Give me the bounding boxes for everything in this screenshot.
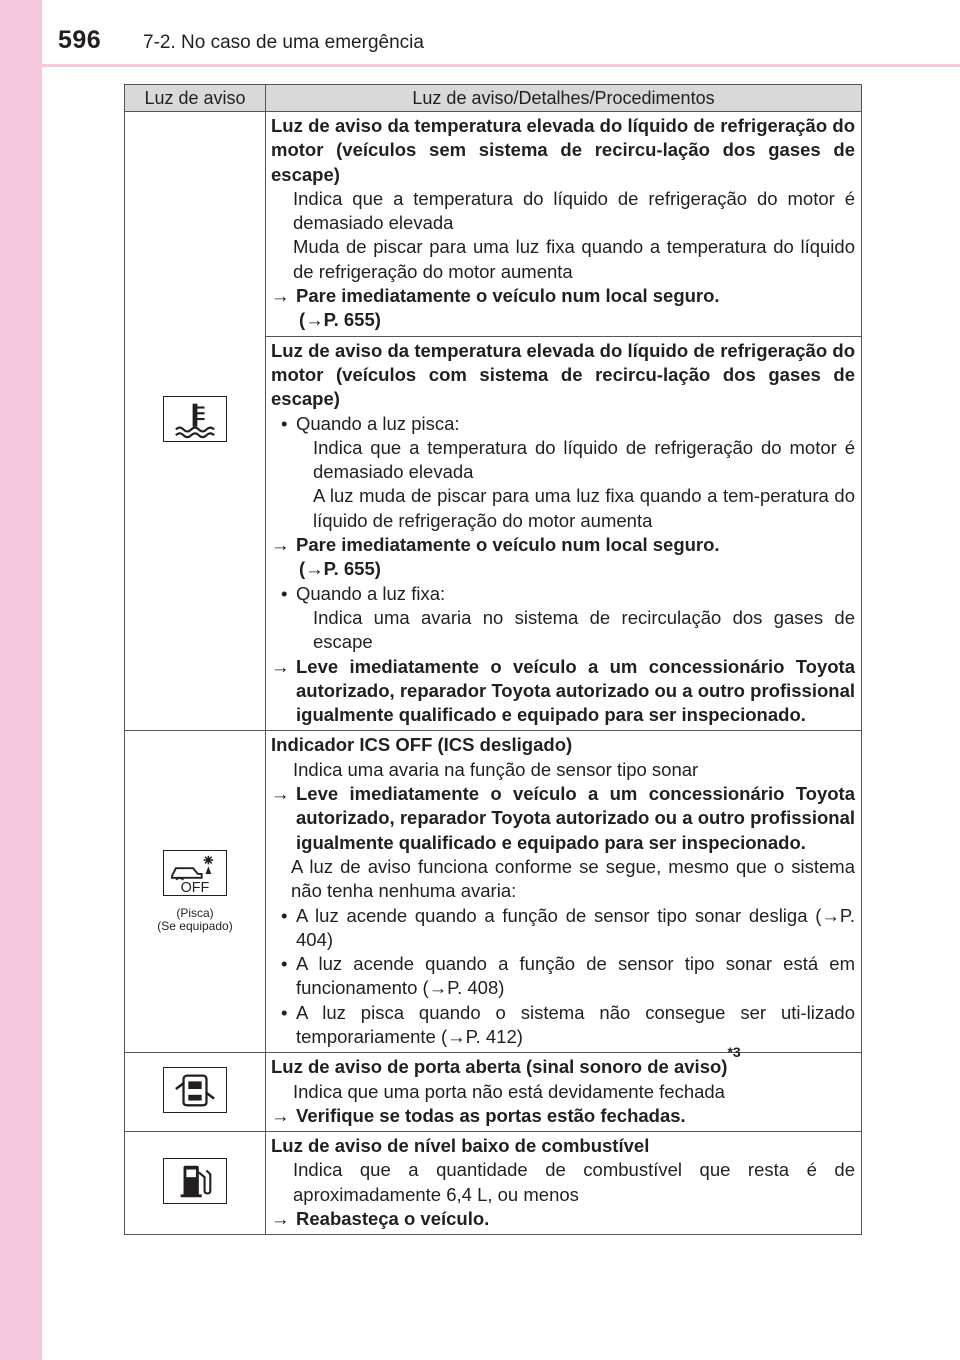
arrow-icon: →: [271, 1104, 290, 1126]
table-row: [125, 731, 862, 1053]
arrow-icon: →: [271, 534, 290, 556]
icon-caption-blink: (Pisca): [176, 906, 214, 921]
row3-bullet2: • A luz acende quando a função de sensor tipo sonar está em funcionamento (→P. 408): [271, 952, 855, 1001]
row1-line1: Indica que a temperatura do líquido de refrigeração do motor é demasiado elevada: [293, 187, 855, 234]
row5-description: [266, 1132, 862, 1235]
row2-bullet1: • Quando a luz pisca:: [271, 412, 855, 436]
row4-line1: Indica que uma porta não está devidamente fechada: [293, 1080, 725, 1102]
row1-ref: (→P. 655): [299, 309, 381, 331]
row2-ref: (→P. 655): [299, 558, 381, 580]
icon-cell: [125, 1132, 266, 1235]
table-row: [125, 1053, 862, 1132]
fuel-pump-icon: [163, 1158, 227, 1204]
arrow-icon: →: [271, 285, 290, 307]
icon-caption-equipped: (Se equipado): [157, 919, 233, 934]
column-header-details: Luz de aviso/Detalhes/Procedimentos: [266, 85, 862, 112]
icon-cell: [125, 1053, 266, 1132]
page-number: 596: [58, 26, 102, 54]
row5-line1: Indica que a quantidade de combustível que resta é de aproximadamente 6,4 L, ou menos: [293, 1159, 855, 1205]
row2-title: Luz de aviso da temperatura elevada do líquido de refrigeração do motor (veículos com sistema de recircu-lação dos gases de escape): [271, 339, 855, 410]
ics-off-icon: [163, 850, 227, 896]
arrow-icon: →: [271, 783, 290, 805]
arrow-icon: →: [271, 655, 290, 677]
row3-bullet3: • A luz pisca quando o sistema não consegue ser uti-lizado temporariamente (→P. 412): [271, 1001, 855, 1050]
row3-bullet1: • A luz acende quando a função de sensor tipo sonar desliga (→P. 404): [271, 904, 855, 953]
row2-bullet1-text1: Indica que a temperatura do líquido de refrigeração do motor é demasiado elevada: [313, 436, 855, 483]
row2-bullet2-text: Indica uma avaria no sistema de recirculação dos gases de escape: [313, 606, 855, 653]
row2-bullet1-text2: A luz muda de piscar para uma luz fixa quando a tem-peratura do líquido de refrigeração do motor aumenta: [313, 485, 855, 531]
row1-title: Luz de aviso da temperatura elevada do líquido de refrigeração do motor (veículos sem sistema de recircu-lação dos gases de escape): [271, 115, 855, 185]
row2-action1: → Pare imediatamente o veículo num local seguro.: [271, 533, 855, 557]
warning-lights-table: [124, 84, 862, 1235]
row1-description: [266, 112, 862, 337]
table-row: [125, 1132, 862, 1235]
row3-note: A luz de aviso funciona conforme se segue, mesmo que o sistema não tenha nenhuma avaria:: [291, 855, 855, 902]
row3-description: [266, 731, 862, 1053]
coolant-temperature-icon: [163, 396, 227, 442]
chapter-title: 7-2. No caso de uma emergência: [143, 32, 424, 53]
arrow-icon: →: [271, 1208, 290, 1230]
row3-title: Indicador ICS OFF (ICS desligado): [271, 734, 573, 756]
icon-cell: [125, 112, 266, 731]
row3-line1: Indica uma avaria na função de sensor tipo sonar: [293, 758, 699, 780]
row1-line2: Muda de piscar para uma luz fixa quando a temperatura do líquido de refrigeração do motor aumenta: [293, 236, 855, 282]
side-tab-bar: [0, 0, 42, 1360]
row4-title: Luz de aviso de porta aberta (sinal sonoro de aviso)$^{*3}$: [271, 1044, 741, 1078]
ics-off-label: OFF: [180, 880, 210, 896]
door-open-icon: [163, 1067, 227, 1113]
table-row: [125, 112, 862, 337]
header-rule: [0, 64, 960, 67]
row4-description: [266, 1044, 862, 1132]
row5-action: → Reabasteça o veículo.: [271, 1207, 855, 1231]
row2-bullet2: • Quando a luz fixa:: [271, 582, 855, 606]
row3-action: → Leve imediatamente o veículo a um concessionário Toyota autorizado, reparador Toyota autorizado ou a outro profissional igualmente qualificado e equipado para ser inspecionado.: [271, 783, 855, 853]
row5-title: Luz de aviso de nível baixo de combustível: [271, 1135, 650, 1157]
column-header-warning-light: Luz de aviso: [125, 85, 266, 112]
footnote-marker: *3: [727, 1044, 741, 1061]
row2-description: [266, 336, 862, 731]
icon-cell: [125, 731, 266, 1053]
row1-action: → Pare imediatamente o veículo num local seguro.: [271, 284, 855, 308]
row2-action2: → Leve imediatamente o veículo a um concessionário Toyota autorizado, reparador Toyota autorizado ou a outro profissional igualmente qualificado e equipado para ser inspecionado.: [271, 655, 855, 726]
row4-action: → Verifique se todas as portas estão fechadas.: [271, 1104, 855, 1128]
table-header-row: [125, 85, 862, 112]
